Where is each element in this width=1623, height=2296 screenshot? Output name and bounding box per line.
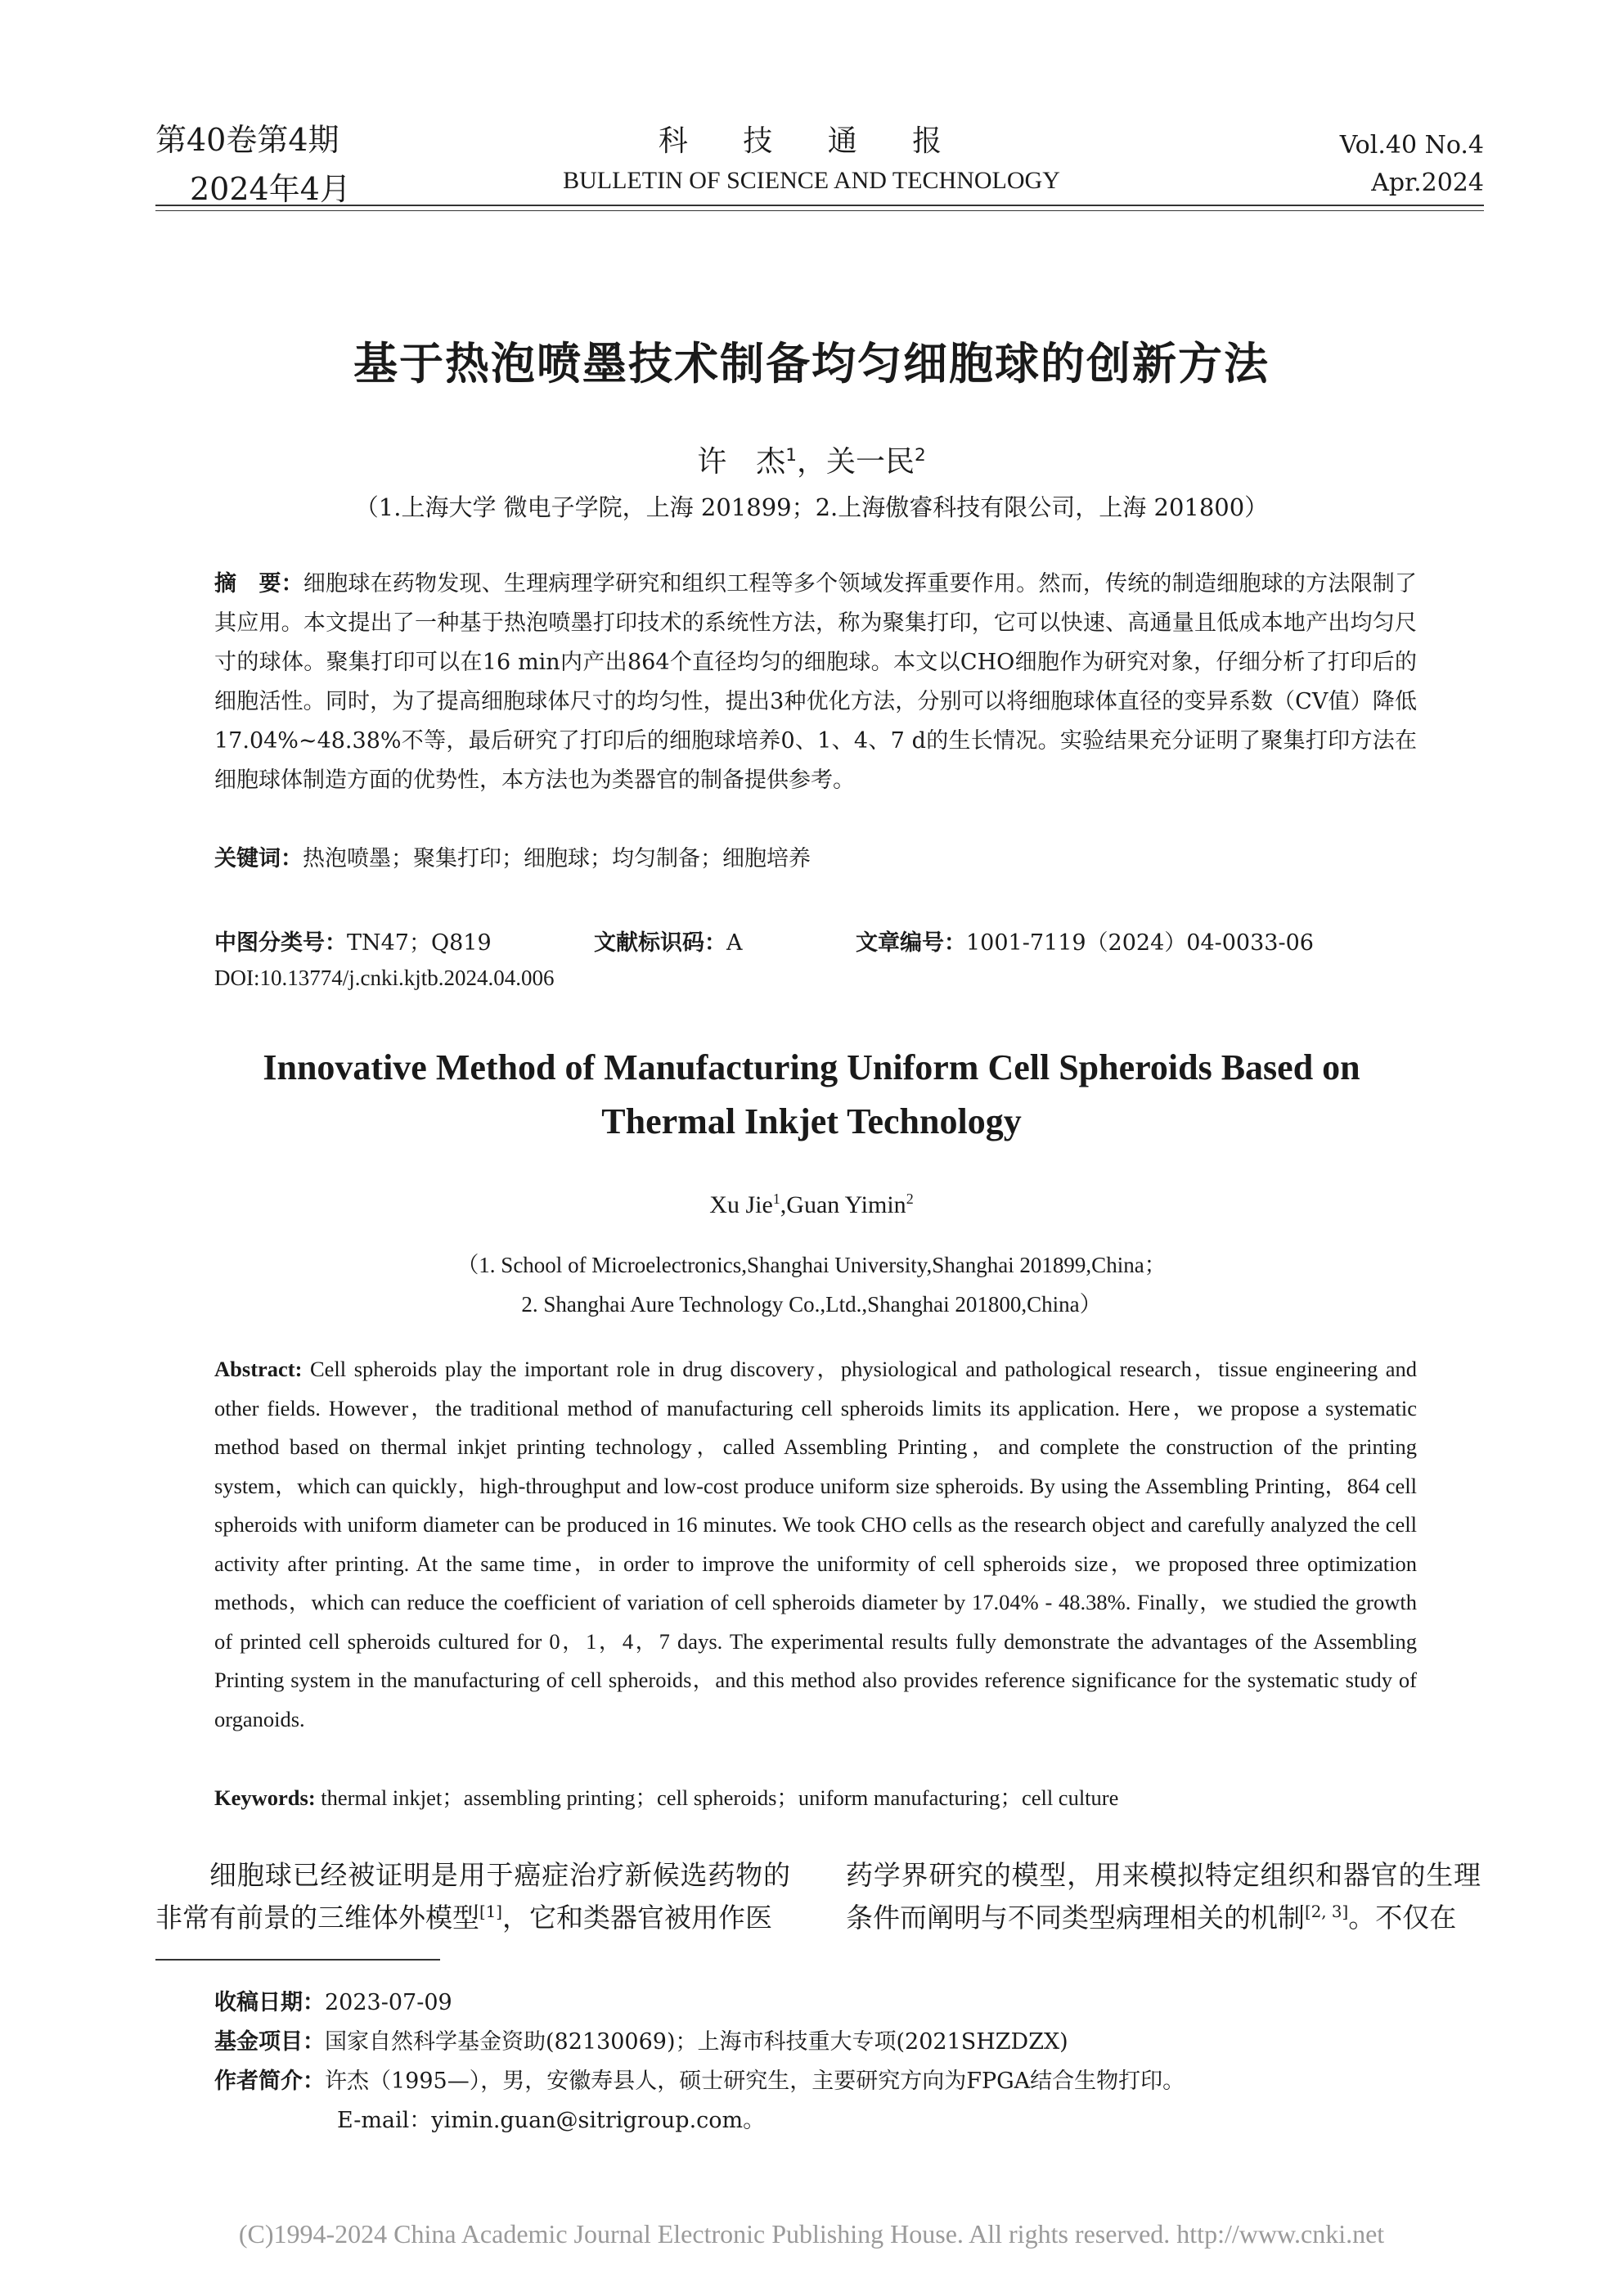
body-right-column xyxy=(846,1854,1481,1939)
affiliation-en-line1: （1. School of Microelectronics,Shanghai University,Shanghai 201899,China； xyxy=(456,1253,1167,1277)
bio-label: 作者简介： xyxy=(214,2069,325,2094)
received-value: 2023-07-09 xyxy=(325,1990,452,2015)
body-left-column xyxy=(155,1854,790,1939)
citation-2-3: [2, 3] xyxy=(1305,1902,1349,1921)
footnote-email: E-mail：yimin.guan@sitrigroup.com。 xyxy=(337,2108,766,2133)
body-right-text-2: 。不仅在 xyxy=(1348,1902,1457,1934)
affiliations-cn: （1.上海大学 微电子学院，上海 201899；2.上海傲睿科技有限公司，上海 201800） xyxy=(354,493,1269,521)
author-1-en-sup: 1 xyxy=(772,1191,780,1207)
author-1-sup: 1 xyxy=(785,445,797,466)
header-date-en: Apr.2024 xyxy=(1371,169,1484,197)
copyright-footer: (C)1994-2024 China Academic Journal Electronic Publishing House. All rights reserved. http://www.cnki.net xyxy=(238,2219,1385,2249)
journal-title-cn: 科 技 通 报 xyxy=(658,124,965,158)
author-separator: ， xyxy=(796,445,826,479)
authors-en xyxy=(0,1191,1623,1219)
paper-title-cn: 基于热泡喷墨技术制备均匀细胞球的创新方法 xyxy=(353,338,1270,389)
author-en-separator: , xyxy=(780,1191,787,1218)
doc-code-label: 文献标识码： xyxy=(594,930,726,956)
header-volume-en: Vol.40 No.4 xyxy=(1339,131,1484,160)
body-right-text-1: 药学界研究的模型，用来模拟特定组织和器官的生理条件而阐明与不同类型病理相关的机制 xyxy=(846,1859,1481,1934)
keywords-cn-label: 关键词： xyxy=(214,846,303,871)
paper-title-en-line1: Innovative Method of Manufacturing Uniform Cell Spheroids Based on xyxy=(263,1047,1360,1087)
citation-1: [1] xyxy=(479,1902,503,1921)
abstract-en xyxy=(214,1350,1417,1739)
article-number xyxy=(856,925,1314,957)
doc-code-value: A xyxy=(726,930,743,956)
document-code xyxy=(594,925,743,957)
abstract-en-text: Cell spheroids play the important role in drug discovery，physiological and pathological research，tissue engineering and other fields. However，the traditional method of manufacturing cell spheroids limits its application. Here，we propose a systematic method based on thermal inkjet printing technology，called Assembling Printing，and complete the construction of the printing system，which can quickly，high-throughput and low-cost produce uniform size spheroids. By using the Assembling Printing，864 cell spheroids with uniform diameter can be produced in 16 minutes. We took CHO cells as the research object and carefully analyzed the cell activity after printing. At the same time，in order to improve the uniformity of cell spheroids size，we proposed three optimization methods，which can reduce the coefficient of variation of cell spheroids diameter by 17.04% - 48.38%. Finally，we studied the growth of printed cell spheroids cultured for 0，1，4，7 days. The experimental results fully demonstrate the advantages of the Assembling Printing system in the manufacturing of cell spheroids，and this method also provides reference significance for the systematic study of organoids. xyxy=(214,1357,1418,1731)
clc-number xyxy=(214,925,492,957)
clc-value: TN47；Q819 xyxy=(347,930,492,956)
fund-value: 国家自然科学基金资助(82130069)；上海市科技重大专项(2021SHZDZX) xyxy=(325,2029,1068,2055)
header-volume-cn: 第40卷第4期 xyxy=(155,122,339,158)
doi: DOI:10.13774/j.cnki.kjtb.2024.04.006 xyxy=(214,966,555,990)
body-left-text-1: 细胞球已经被证明是用于癌症治疗新候选药物的非常有前景的三维体外模型 xyxy=(155,1859,790,1934)
affiliations-en xyxy=(0,1245,1623,1324)
author-1-cn: 许 杰 xyxy=(697,445,786,479)
header-rule-bottom xyxy=(155,210,1484,211)
keywords-en xyxy=(214,1779,1417,1818)
paper-title-en xyxy=(0,1041,1623,1149)
keywords-en-text: thermal inkjet；assembling printing；cell spheroids；uniform manufacturing；cell culture xyxy=(321,1785,1119,1810)
author-2-en-sup: 2 xyxy=(906,1191,914,1207)
author-2-sup: 2 xyxy=(915,445,926,466)
header-date-cn: 2024年4月 xyxy=(190,171,351,207)
keywords-cn xyxy=(214,840,1417,879)
clc-label: 中图分类号： xyxy=(214,930,347,956)
abstract-cn-label: 摘 要： xyxy=(214,571,303,597)
author-2-cn: 关一民 xyxy=(826,445,915,479)
affiliation-en-line2: 2. Shanghai Aure Technology Co.,Ltd.,Shanghai 201800,China） xyxy=(521,1292,1102,1317)
author-2-en: Guan Yimin xyxy=(786,1191,906,1218)
footnote-rule xyxy=(155,1959,440,1961)
header-rule-top xyxy=(155,205,1484,206)
keywords-en-label: Keywords: xyxy=(214,1785,316,1810)
bio-value: 许杰（1995—），男，安徽寿县人，硕士研究生，主要研究方向为FPGA结合生物打印。 xyxy=(325,2069,1185,2094)
article-number-label: 文章编号： xyxy=(856,930,966,956)
keywords-cn-text: 热泡喷墨；聚集打印；细胞球；均匀制备；细胞培养 xyxy=(303,846,811,871)
article-number-value: 1001-7119（2024）04-0033-06 xyxy=(966,930,1314,956)
received-label: 收稿日期： xyxy=(214,1990,325,2015)
author-1-en: Xu Jie xyxy=(709,1191,773,1218)
paper-title-en-line2: Thermal Inkjet Technology xyxy=(601,1101,1022,1141)
footnote-bio xyxy=(214,2062,1185,2100)
fund-label: 基金项目： xyxy=(214,2029,325,2055)
abstract-en-label: Abstract: xyxy=(214,1357,303,1381)
body-left-text-2: ，它和类器官被用作医 xyxy=(502,1902,773,1934)
journal-title-en: BULLETIN OF SCIENCE AND TECHNOLOGY xyxy=(563,167,1060,194)
abstract-cn-text: 细胞球在药物发现、生理病理学研究和组织工程等多个领域发挥重要作用。然而，传统的制造细胞球的方法限制了其应用。本文提出了一种基于热泡喷墨打印技术的系统性方法，称为聚集打印，它可以快速、高通量且低成本地产出均匀尺寸的球体。聚集打印可以在16 min内产出864个直径均匀的细胞球。本文以CHO细胞作为研究对象，仔细分析了打印后的细胞活性。同时，为了提高细胞球体尺寸的均匀性，提出3种优化方法，分别可以将细胞球体直径的变异系数（CV值）降低17.04%~48.38%不等，最后研究了打印后的细胞球培养0、1、4、7 d的生长情况。实验结果充分证明了聚集打印方法在细胞球体制造方面的优势性，本方法也为类器官的制备提供参考。 xyxy=(214,571,1417,793)
footnote-fund xyxy=(214,2023,1068,2061)
footnote-received xyxy=(214,1983,452,2022)
authors-cn xyxy=(0,439,1623,480)
abstract-cn xyxy=(214,565,1417,800)
